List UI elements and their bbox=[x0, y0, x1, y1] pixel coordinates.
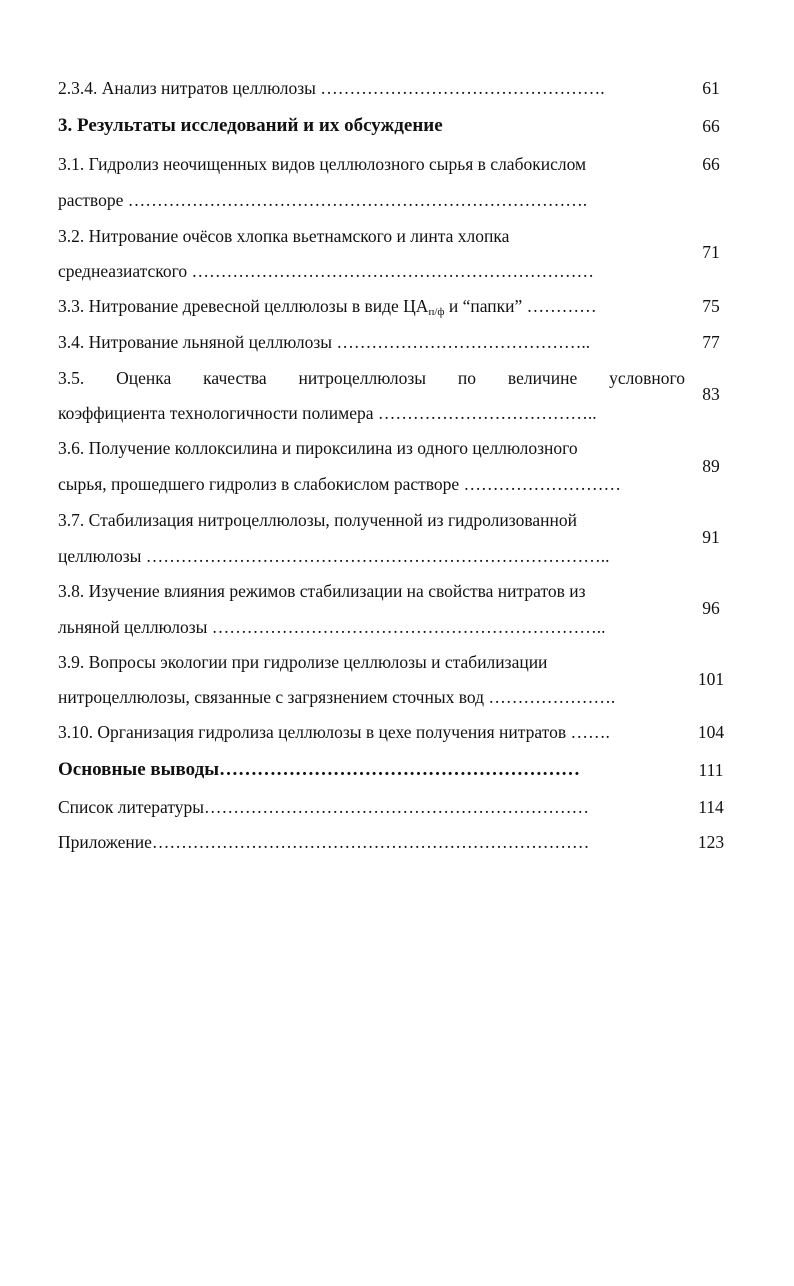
toc-page-number: 66 bbox=[702, 116, 720, 136]
toc-entry-3-5-line1: 3.5. Оценка качества нитроцеллюлозы по величине условного bbox=[58, 368, 685, 388]
toc-entry-3-7-line2: целлюлозы …………………………………………………………………….. bbox=[58, 546, 610, 566]
toc-page-number: 75 bbox=[702, 296, 720, 316]
toc-page-number: 96 bbox=[702, 598, 720, 618]
toc-entry-references: Список литературы………………………………………………………… bbox=[58, 797, 590, 817]
toc-page-number: 123 bbox=[697, 832, 725, 852]
toc-entry-3-3-text: 3.3. Нитрование древесной целлюлозы в виде ЦА bbox=[58, 296, 429, 316]
toc-entry-3-9-line1: 3.9. Вопросы экологии при гидролизе целлюлозы и стабилизации bbox=[58, 652, 548, 672]
toc-entry-3-2-line1: 3.2. Нитрование очёсов хлопка вьетнамского и линта хлопка bbox=[58, 226, 510, 246]
toc-page-number: 114 bbox=[698, 797, 724, 817]
toc-entry-3-6-line1: 3.6. Получение коллоксилина и пироксилина из одного целлюлозного bbox=[58, 438, 578, 458]
toc-entry-conclusions: Основные выводы………………………………………………… bbox=[58, 759, 581, 780]
toc-page-number: 71 bbox=[702, 242, 720, 262]
toc-entry-3-3-subscript: п/ф bbox=[428, 306, 445, 318]
toc-entry-2-3-4: 2.3.4. Анализ нитратов целлюлозы …………………………………………. bbox=[58, 78, 605, 98]
toc-entry-3-8-line1: 3.8. Изучение влияния режимов стабилизации на свойства нитратов из bbox=[58, 581, 586, 601]
toc-entry-3-4: 3.4. Нитрование льняной целлюлозы …………………………………….. bbox=[58, 332, 591, 352]
toc-entry-3-3-text-end: и “папки” ………… bbox=[444, 296, 597, 316]
toc-entry-3-6-line2: сырья, прошедшего гидролиз в слабокислом растворе ……………………… bbox=[58, 474, 622, 494]
toc-entry-3-1-line2: растворе ……………………………………………………………………. bbox=[58, 190, 588, 210]
toc-page-number: 91 bbox=[702, 527, 720, 547]
toc-entry-3-10: 3.10. Организация гидролиза целлюлозы в цехе получения нитратов ……. bbox=[58, 722, 610, 742]
toc-page-number: 77 bbox=[702, 332, 720, 352]
toc-page-number: 66 bbox=[702, 154, 720, 174]
toc-entry-3-5-line2: коэффициента технологичности полимера ……………………………….. bbox=[58, 403, 597, 423]
toc-entry-3-8-line2: льняной целлюлозы ………………………………………………………….. bbox=[58, 617, 606, 637]
toc-page-number: 104 bbox=[697, 722, 725, 742]
toc-page-number: 61 bbox=[702, 78, 720, 98]
toc-page-number: 111 bbox=[698, 760, 724, 780]
toc-entry-3-1-line1: 3.1. Гидролиз неочищенных видов целлюлозного сырья в слабокислом bbox=[58, 154, 587, 174]
toc-entry-3-9-line2: нитроцеллюлозы, связанные с загрязнением сточных вод …………………. bbox=[58, 687, 616, 707]
toc-entry-appendix: Приложение………………………………………………………………… bbox=[58, 832, 590, 852]
toc-entry-3-2-line2: среднеазиатского …………………………………………………………… bbox=[58, 261, 595, 281]
toc-entry-3-7-line1: 3.7. Стабилизация нитроцеллюлозы, полученной из гидролизованной bbox=[58, 510, 577, 530]
toc-entry-chapter-3: 3. Результаты исследований и их обсуждение bbox=[58, 115, 443, 136]
toc-entry-3-3 bbox=[58, 295, 685, 323]
toc-page-number: 101 bbox=[697, 669, 725, 689]
toc-page-number: 83 bbox=[702, 384, 720, 404]
toc-page-number: 89 bbox=[702, 456, 720, 476]
